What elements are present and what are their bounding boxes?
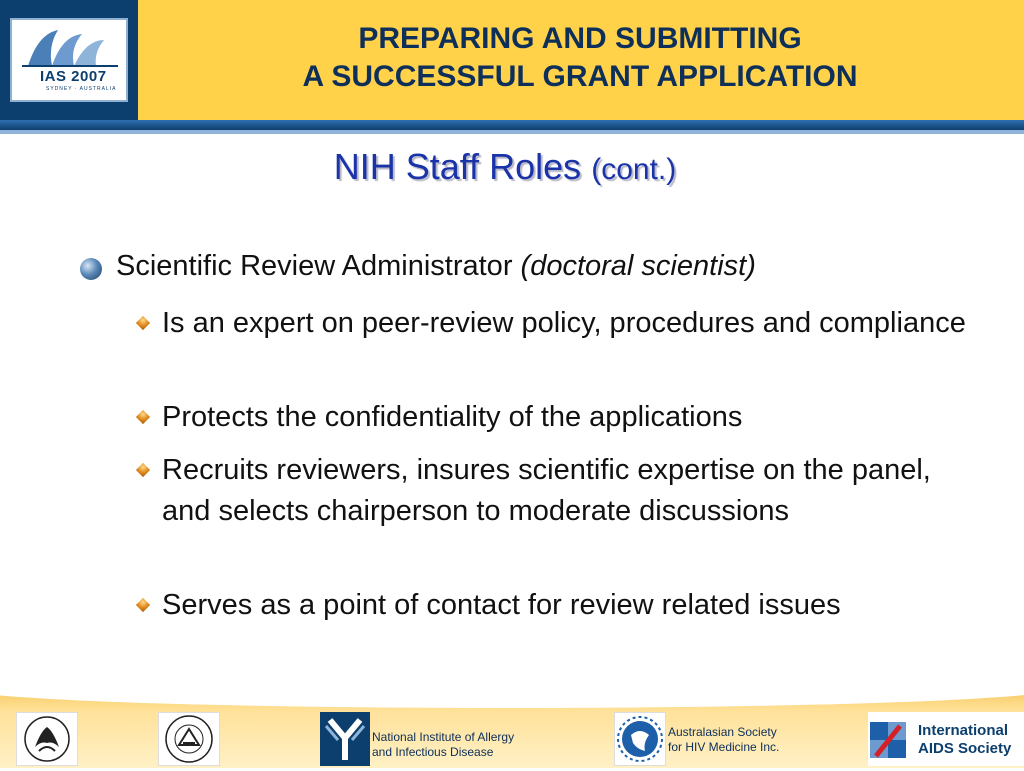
diamond-bullet-icon [136,463,150,477]
opera-house-icon [18,26,122,70]
diamond-bullet-icon [136,410,150,424]
bullet-text [116,250,756,283]
ashm-line-2: for HIV Medicine Inc. [668,740,780,754]
subbullet-item [138,585,978,626]
ias-line-2: AIDS Society [918,740,1012,757]
slide-title [0,146,1010,188]
ias-flag-icon [868,712,914,766]
hhs-eagle-icon [17,713,77,765]
diamond-bullet-icon [136,598,150,612]
globe-icon [615,713,665,765]
diamond-bullet-icon [136,316,150,330]
ias-name [918,722,1011,758]
presentation-title [150,20,1010,96]
bullet-role: Scientific Review Administrator [116,250,513,282]
subbullet-item [138,397,978,438]
nih-logo [158,712,220,766]
logo-subtext: SYDNEY · AUSTRALIA [46,86,117,92]
slide-title-main: NIH Staff Roles [333,146,582,187]
ashm-line-1: Australasian Society [668,725,777,739]
title-line-1: PREPARING AND SUBMITTING [358,22,802,55]
header-bar [0,0,1024,120]
ashm-name [668,725,779,755]
logo-text: IAS 2007 [40,68,107,85]
niaid-name [372,730,514,760]
slide-title-suffix: (cont.) [591,153,677,186]
niaid-line-1: National Institute of Allergy [372,730,515,744]
subbullet-text: Recruits reviewers, insures scientific expertise on the panel, and selects chairperson to moderate discussions [162,454,931,527]
bullet-level-1 [80,250,980,283]
antibody-icon [320,712,370,766]
subbullet-text: Is an expert on peer-review policy, procedures and compliance [162,307,966,339]
subbullet-text: Protects the confidentiality of the applications [162,401,743,433]
hhs-logo [16,712,78,766]
title-line-2: A SUCCESSFUL GRANT APPLICATION [302,60,858,93]
logo-frame [10,18,128,102]
nih-seal-icon [159,713,219,765]
niaid-logo [320,712,370,766]
sphere-bullet-icon [80,258,102,280]
header-divider [0,120,1024,130]
header-divider-light [0,130,1024,134]
subbullet-text: Serves as a point of contact for review related issues [162,589,841,621]
subbullet-item [138,450,978,532]
ias-logo [868,712,1024,766]
niaid-line-2: and Infectious Disease [372,745,494,759]
ias-2007-logo [0,0,138,120]
bullet-role-note: (doctoral scientist) [520,250,756,282]
subbullet-item [138,303,978,344]
ashm-logo [614,712,666,766]
ias-line-1: International [918,722,1009,739]
